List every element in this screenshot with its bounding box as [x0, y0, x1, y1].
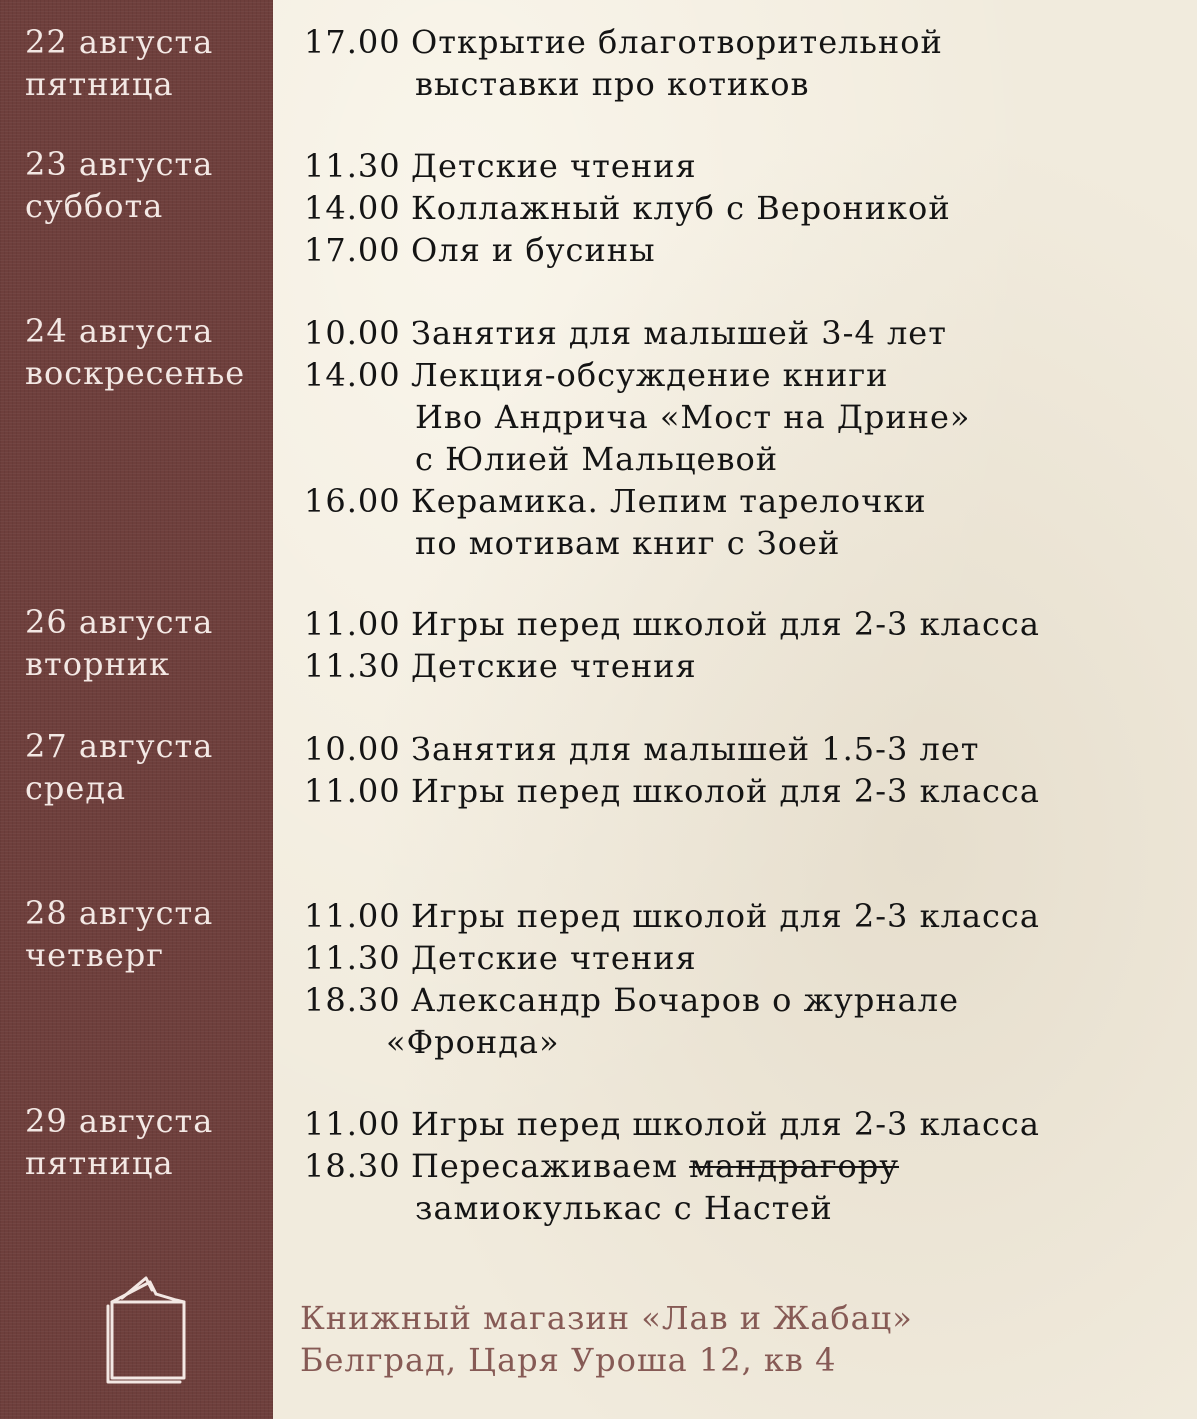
weekday: пятница — [25, 1144, 174, 1182]
store-footer — [300, 1297, 1180, 1381]
event-time: 18.30 — [304, 981, 401, 1019]
event-title-continued: по мотивам книг с Зоей — [415, 524, 841, 562]
event-time: 10.00 — [304, 730, 401, 768]
event-time: 11.30 — [304, 939, 401, 977]
event-time: 14.00 — [304, 189, 401, 227]
weekday: вторник — [25, 645, 171, 683]
event-time: 14.00 — [304, 356, 401, 394]
event — [304, 354, 1184, 480]
event-title: Открытие благотворительной — [411, 23, 943, 61]
event — [304, 1103, 1184, 1145]
event-title: Детские чтения — [411, 647, 697, 685]
day-events — [304, 895, 1184, 1063]
event-time: 18.30 — [304, 1147, 401, 1185]
event-title-continued: Иво Андрича «Мост на Дрине» — [415, 398, 971, 436]
day-events — [304, 1103, 1184, 1229]
event-time: 11.00 — [304, 897, 401, 935]
day-label — [25, 310, 265, 394]
struck-text: мандрагору — [689, 1147, 900, 1185]
event-title-continued: с Юлией Мальцевой — [415, 440, 779, 478]
day-events — [304, 21, 1184, 105]
day-events — [304, 312, 1184, 564]
date: 29 августа — [25, 1102, 214, 1140]
event — [304, 728, 1184, 770]
event-title: Коллажный клуб с Вероникой — [411, 189, 951, 227]
event — [304, 979, 1184, 1063]
weekday: суббота — [25, 187, 164, 225]
event — [304, 770, 1184, 812]
weekday: среда — [25, 769, 127, 807]
sidebar — [0, 0, 273, 1419]
event-title-continued: «Фронда» — [386, 1023, 560, 1061]
day-events — [304, 728, 1184, 812]
event-time: 16.00 — [304, 482, 401, 520]
day-events — [304, 603, 1184, 687]
event — [304, 21, 1184, 105]
weekday: пятница — [25, 65, 174, 103]
event-time: 11.00 — [304, 1105, 401, 1143]
date: 26 августа — [25, 603, 214, 641]
date: 27 августа — [25, 727, 214, 765]
event-title: Оля и бусины — [411, 231, 656, 269]
day-label — [25, 892, 265, 976]
event-time: 11.00 — [304, 605, 401, 643]
date: 23 августа — [25, 145, 214, 183]
event-title: Игры перед школой для 2-3 класса — [411, 897, 1040, 935]
event-title: Александр Бочаров о журнале — [411, 981, 959, 1019]
event — [304, 895, 1184, 937]
event-title: Занятия для малышей 3-4 лет — [411, 314, 947, 352]
event — [304, 1145, 1184, 1229]
weekday: четверг — [25, 936, 164, 974]
date: 24 августа — [25, 312, 214, 350]
event — [304, 603, 1184, 645]
event — [304, 937, 1184, 979]
store-address: Белград, Царя Уроша 12, кв 4 — [300, 1341, 837, 1379]
event-title: Керамика. Лепим тарелочки — [411, 482, 927, 520]
event-title: Игры перед школой для 2-3 класса — [411, 1105, 1040, 1143]
event-title: Игры перед школой для 2-3 класса — [411, 605, 1040, 643]
event-title: Пересаживаем — [411, 1147, 678, 1185]
event-title: Детские чтения — [411, 147, 697, 185]
event-time: 11.30 — [304, 647, 401, 685]
event-time: 11.00 — [304, 772, 401, 810]
event — [304, 187, 1184, 229]
day-label — [25, 143, 265, 227]
event-title: Лекция-обсуждение книги — [411, 356, 889, 394]
store-name: Книжный магазин «Лав и Жабац» — [300, 1299, 913, 1337]
event-time: 17.00 — [304, 231, 401, 269]
event-title-continued: выставки про котиков — [415, 65, 810, 103]
event — [304, 229, 1184, 271]
event — [304, 645, 1184, 687]
event-title-continued: замиокулькас с Настей — [415, 1189, 833, 1227]
event-time: 17.00 — [304, 23, 401, 61]
event-title: Занятия для малышей 1.5-3 лет — [411, 730, 980, 768]
date: 28 августа — [25, 894, 214, 932]
day-label — [25, 21, 265, 105]
day-label — [25, 725, 265, 809]
day-events — [304, 145, 1184, 271]
open-book-icon — [100, 1272, 192, 1384]
event-time: 11.30 — [304, 147, 401, 185]
day-label — [25, 601, 265, 685]
event — [304, 312, 1184, 354]
event-title: Детские чтения — [411, 939, 697, 977]
event — [304, 145, 1184, 187]
event-title: Игры перед школой для 2-3 класса — [411, 772, 1040, 810]
day-label — [25, 1100, 265, 1184]
event-time: 10.00 — [304, 314, 401, 352]
event — [304, 480, 1184, 564]
date: 22 августа — [25, 23, 214, 61]
weekday: воскресенье — [25, 354, 246, 392]
